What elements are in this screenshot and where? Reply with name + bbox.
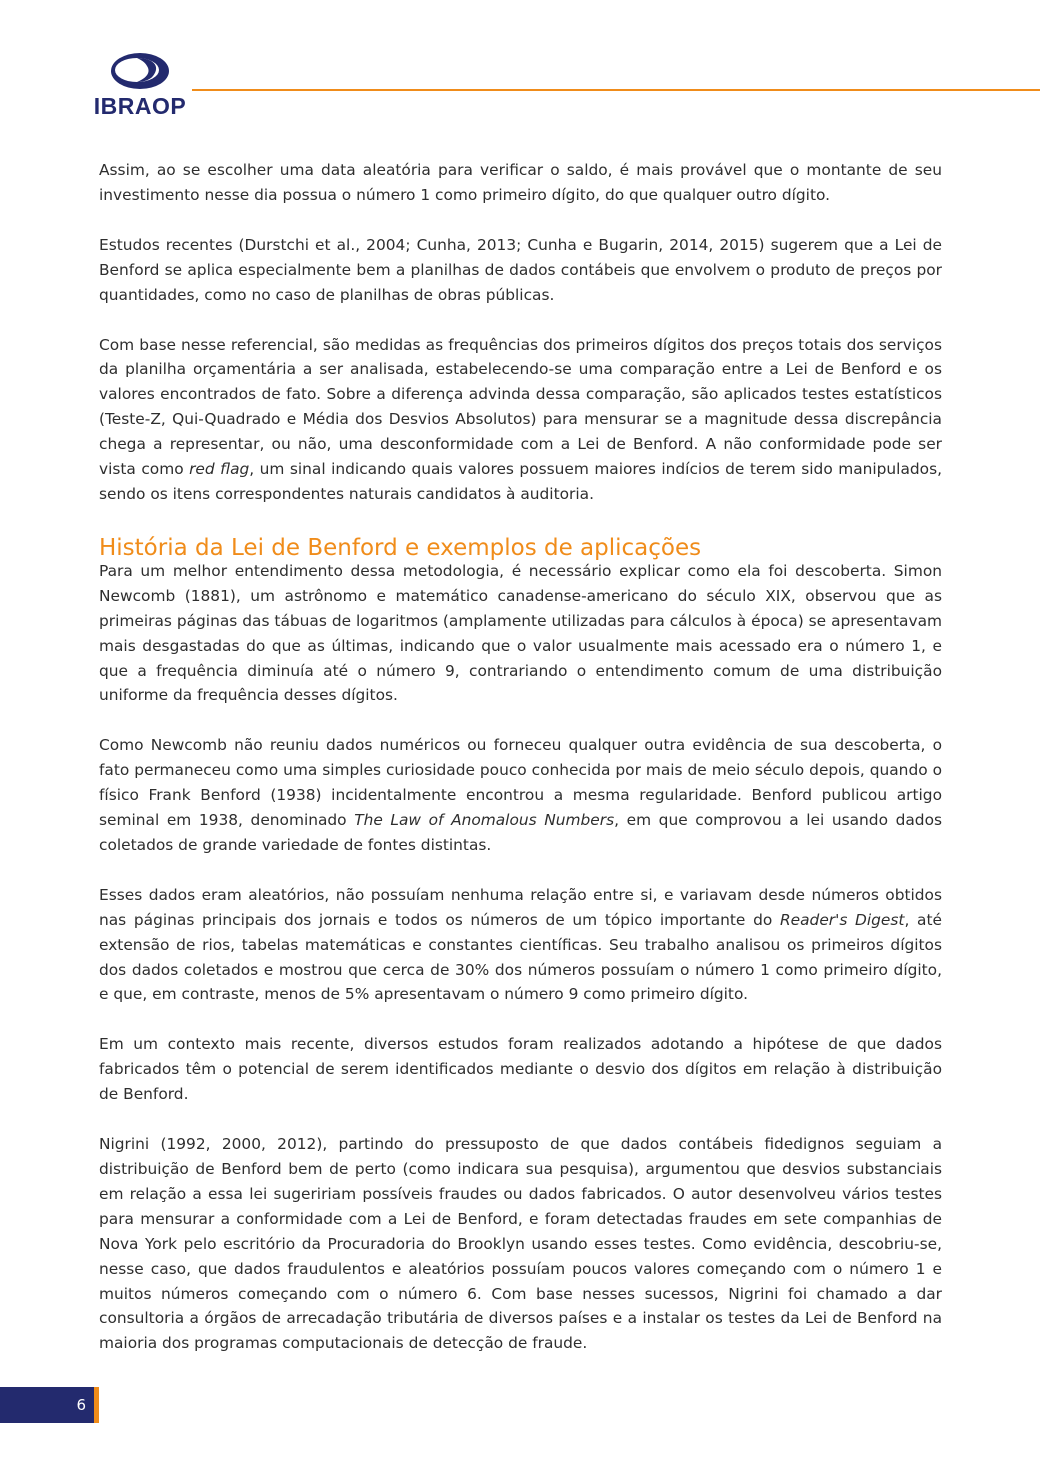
paragraph-text: Esses dados eram aleatórios, não possuíam nenhuma relação entre si, e variavam desde números obtidos nas páginas principais dos jornais e todos os números de um tópico importante do <box>99 885 942 929</box>
page-number: 6 <box>76 1396 86 1414</box>
paragraph-text: , um sinal indicando quais valores possuem maiores indícios de terem sido manipulados, sendo os itens correspondentes naturais candidatos à auditoria. <box>99 460 942 503</box>
paragraph-text: , em que comprovou a lei usando dados coletados de grande variedade de fontes distintas. <box>99 811 942 854</box>
ibraop-logo <box>90 50 190 122</box>
paragraph-text: Para um melhor entendimento dessa metodologia, é necessário explicar como ela foi descoberta. Simon Newcomb (1881), um astrônomo e matemático canadense-americano do século XIX, observou que as primeiras páginas das tábuas de logaritmos (amplamente utilizadas para cálculos à época) se apresentavam mais desgastadas do que as últimas, indicando que o valor usualmente mais acessado era o número 1, e que a frequência diminuía até o número 9, contrariando o entendimento comum de uma distribuição uniforme da frequência desses dígitos. <box>99 561 942 705</box>
page-content <box>99 158 942 1381</box>
paragraph <box>99 333 942 507</box>
paragraph-text: Como Newcomb não reuniu dados numéricos ou forneceu qualquer outra evidência de sua descoberta, o fato permaneceu como uma simples curiosidade pouco conhecida por mais de meio século depois, quando o físico Frank Benford (1938) incidentalmente encontrou a mesma regularidade. Benford publicou artigo seminal em 1938, denominado <box>99 736 942 830</box>
paragraph <box>99 733 942 858</box>
ibraop-swirl-logo-icon <box>107 50 173 92</box>
paragraph-text: Em um contexto mais recente, diversos estudos foram realizados adotando a hipótese de que dados fabricados têm o potencial de serem identificados mediante o desvio dos dígitos em relação à distribuição de Benford. <box>99 1035 942 1104</box>
logo-text: IBRAOP <box>93 93 187 119</box>
paragraph-emphasis: Reader's Digest <box>779 910 905 929</box>
footer-accent-bar <box>94 1387 99 1423</box>
section-heading: História da Lei de Benford e exemplos de aplicações <box>99 534 702 561</box>
paragraph <box>99 1132 942 1356</box>
paragraph <box>99 233 942 308</box>
paragraph-text: Estudos recentes (Durstchi et al., 2004; Cunha, 2013; Cunha e Bugarin, 2014, 2015) sugerem que a Lei de Benford se aplica especialmente bem a planilhas de dados contábeis que envolvem o produto de preços por quantidades, como no caso de planilhas de obras públicas. <box>99 235 942 304</box>
paragraph-text: Assim, ao se escolher uma data aleatória para verificar o saldo, é mais provável que o montante de seu investimento nesse dia possua o número 1 como primeiro dígito, do que qualquer outro dígito. <box>99 161 942 204</box>
paragraph <box>99 559 942 708</box>
paragraph-text: , até extensão de rios, tabelas matemáticas e constantes científicas. Seu trabalho analisou os primeiros dígitos dos dados coletados e mostrou que cerca de 30% dos números possuíam o número 1 como primeiro dígito, e que, em contraste, menos de 5% apresentavam o número 9 como primeiro dígito. <box>99 910 942 1004</box>
paragraph <box>99 158 942 208</box>
paragraph <box>99 1032 942 1107</box>
paragraph-emphasis: red flag <box>189 460 250 479</box>
paragraph-text: Com base nesse referencial, são medidas as frequências dos primeiros dígitos dos preços totais dos serviços da planilha orçamentária a ser analisada, estabelecendo-se uma comparação entre a Lei de Benford e os valores encontrados de fato. Sobre a diferença advinda dessa comparação, são aplicados testes estatísticos (Teste-Z, Qui-Quadrado e Média dos Desvios Absolutos) para mensurar se a magnitude dessa discrepância chega a representar, ou não, uma desconformidade com a Lei de Benford. A não conformidade pode ser vista como <box>99 335 942 479</box>
header-divider <box>192 89 1040 91</box>
paragraph <box>99 883 942 1008</box>
paragraph-emphasis: The Law of Anomalous Numbers <box>354 811 615 830</box>
paragraph-text: Nigrini (1992, 2000, 2012), partindo do pressuposto de que dados contábeis fidedignos seguiam a distribuição de Benford bem de perto (como indicara sua pesquisa), argumentou que desvios substanciais em relação a essa lei sugeririam possíveis fraudes ou dados fabricados. O autor desenvolveu vários testes para mensurar a conformidade com a Lei de Benford, e foram detectadas fraudes em sete companhias de Nova York pelo escritório da Procuradoria do Brooklyn usando esses testes. Como evidência, descobriu-se, nesse caso, que dados fraudulentos e aleatórios possuíam poucos valores começando com o número 1 e muitos números começando com o número 6. Com base nesses sucessos, Nigrini foi chamado a dar consultoria a órgãos de arrecadação tributária de diversos países e a instalar os testes da Lei de Benford na maioria dos programas computacionais de detecção de fraude. <box>99 1135 942 1353</box>
